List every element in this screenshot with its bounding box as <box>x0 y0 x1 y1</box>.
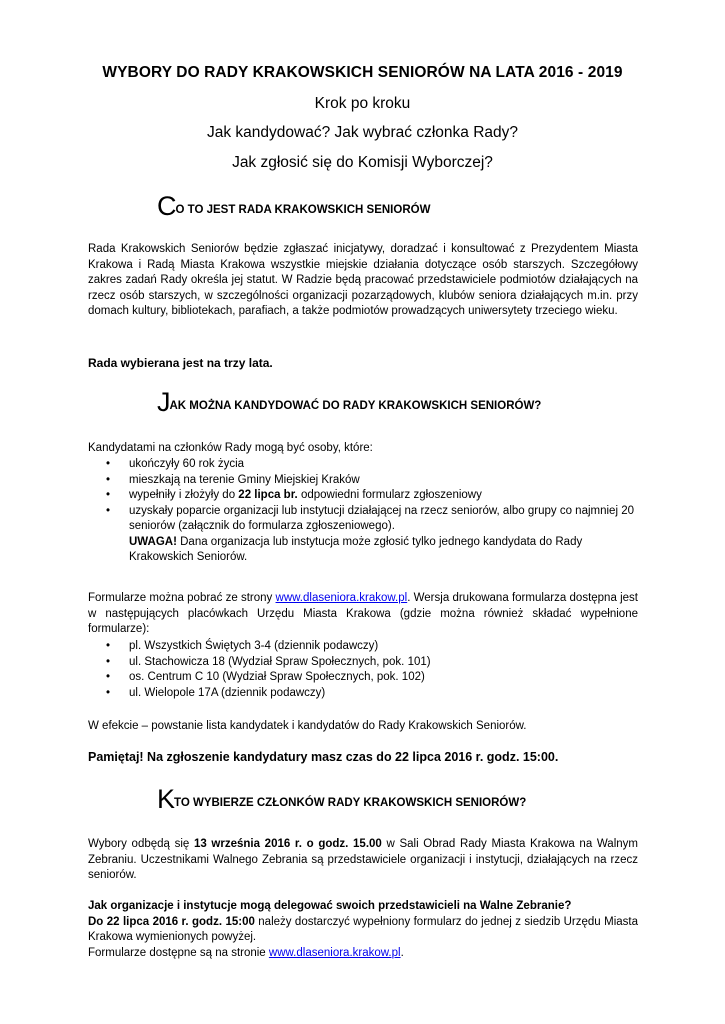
bullet-icon: • <box>106 504 111 517</box>
subtitle-step: Krok po kroku <box>314 95 411 112</box>
heading-text: TO WYBIERZE CZŁONKÓW RADY KRAKOWSKICH SENIORÓW? <box>174 797 527 809</box>
delegation-deadline <box>88 915 638 946</box>
location-text: ul. Wielopole 17A (dziennik podawczy) <box>129 686 326 699</box>
delegation-question: Jak organizacje i instytucje mogą delegować swoich przedstawicieli na Walne Zebranie? <box>88 900 572 912</box>
subtitle-commission: Jak zgłosić się do Komisji Wyborczej? <box>232 154 493 171</box>
heading-initial: J <box>157 387 170 417</box>
forms-text: Formularze można pobrać ze strony <box>88 592 276 604</box>
election-text: Wybory odbędą się <box>88 838 194 850</box>
heading-text: AK MOŻNA KANDYDOWAĆ DO RADY KRAKOWSKICH SENIORÓW? <box>169 400 542 412</box>
location-text: os. Centrum C 10 (Wydział Spraw Społecznych, pok. 102) <box>129 671 425 683</box>
section-heading-what-is-council <box>157 191 430 222</box>
forms-text: . Wersja drukowana formularza dostępna jest w następujących placówkach Urzędu Miasta Krakowa (gdzie można również składać wypełnione formularze): <box>88 592 638 635</box>
election-date: 13 września 2016 r. o godz. 15.00 <box>193 838 382 850</box>
bullet-icon: • <box>106 473 111 486</box>
document-title: WYBORY DO RADY KRAKOWSKICH SENIORÓW NA LATA 2016 - 2019 <box>102 64 623 81</box>
council-description: Rada Krakowskich Seniorów będzie zgłaszać inicjatywy, doradzać i konsultować z Prezydentem Miasta Krakowa i Radą Miasta Krakowa wszystkie miejskie działania dotyczące osób starszych. Szczegółowy zakres zadań Rady określa jej statut. W Radzie będą pracować przedstawiciele podmiotów działających na rzecz osób starszych, w szczególności organizacji pozarządowych, klubów seniora działających m.in. przy domach kultury, bibliotekach, parafiach, a także podmiotów prowadzących uniwersytety trzeciego wieku. <box>88 243 638 317</box>
list-item-text: mieszkają na terenie Gminy Miejskiej Kraków <box>129 473 360 486</box>
list-item-text: odpowiedni formularz zgłoszeniowy <box>297 489 482 501</box>
list-item <box>88 504 638 566</box>
list-item <box>88 488 638 504</box>
list-item-text: uzyskały poparcie organizacji lub instytucji działającej na rzecz seniorów, albo grupy co najmniej 20 seniorów (załącznik do formularza zgłoszeniowego). <box>129 504 634 532</box>
bullet-icon: • <box>106 489 111 501</box>
list-item <box>88 686 638 702</box>
website-link[interactable]: www.dlaseniora.krakow.pl <box>268 946 401 959</box>
candidates-intro: Kandydatami na członków Rady mogą być osoby, które: <box>88 442 373 454</box>
forms-availability <box>88 946 638 962</box>
bullet-icon: • <box>106 640 111 652</box>
bullet-icon: • <box>106 458 111 470</box>
deadline-reminder: Pamiętaj! Na zgłoszenie kandydatury masz czas do 22 lipca 2016 r. godz. 15:00. <box>88 750 559 764</box>
heading-initial: C <box>157 191 176 221</box>
council-term: Rada wybierana jest na trzy lata. <box>88 356 273 370</box>
candidate-list-result: W efekcie – powstanie lista kandydatek i kandydatów do Rady Krakowskich Seniorów. <box>88 720 527 732</box>
list-item <box>88 457 638 473</box>
bullet-icon: • <box>106 671 111 683</box>
list-item <box>88 473 638 489</box>
election-text: w Sali Obrad Rady Miasta Krakowa na Walnym Zebraniu. Uczestnikami Walnego Zebrania są przedstawiciele organizacji i instytucji, działających na rzecz seniorów. <box>88 838 638 881</box>
list-item <box>88 670 638 686</box>
warning-text: Dana organizacja lub instytucja może zgłosić tylko jednego kandydata do Rady Krakowskich Seniorów. <box>129 535 583 563</box>
warning-label: UWAGA! <box>129 535 177 548</box>
list-item-text: ukończyły 60 rok życia <box>129 458 245 470</box>
office-locations-list <box>88 639 638 701</box>
bullet-icon: • <box>106 686 111 699</box>
heading-initial: K <box>157 784 175 814</box>
list-item <box>88 639 638 655</box>
forms-download-info <box>88 591 638 638</box>
section-heading-how-to-run <box>157 387 541 418</box>
delegation-text: należy dostarczyć wypełniony formularz do jednej z siedzib Urzędu Miasta Krakowa wymienionych powyżej. <box>88 915 638 943</box>
subtitle-how-to-run: Jak kandydować? Jak wybrać członka Rady? <box>206 124 518 141</box>
forms-text: . <box>400 946 404 959</box>
forms-text: Formularze dostępne są na stronie <box>88 946 269 959</box>
election-date-info <box>88 837 638 884</box>
list-item <box>88 655 638 671</box>
bullet-icon: • <box>106 655 111 668</box>
deadline-text: 22 lipca br. <box>238 489 298 501</box>
delegation-info <box>88 899 638 961</box>
website-link[interactable]: www.dlaseniora.krakow.pl <box>275 592 408 604</box>
heading-text: O TO JEST RADA KRAKOWSKICH SENIORÓW <box>175 204 431 216</box>
deadline-text: Do 22 lipca 2016 r. godz. 15:00 <box>88 915 255 928</box>
candidate-requirements-list <box>88 457 638 566</box>
location-text: ul. Stachowicza 18 (Wydział Spraw Społecznych, pok. 101) <box>129 655 431 668</box>
section-heading-who-elects <box>157 784 526 815</box>
list-item-text: wypełniły i złożyły do <box>129 489 239 501</box>
location-text: pl. Wszystkich Świętych 3-4 (dziennik podawczy) <box>129 640 379 652</box>
